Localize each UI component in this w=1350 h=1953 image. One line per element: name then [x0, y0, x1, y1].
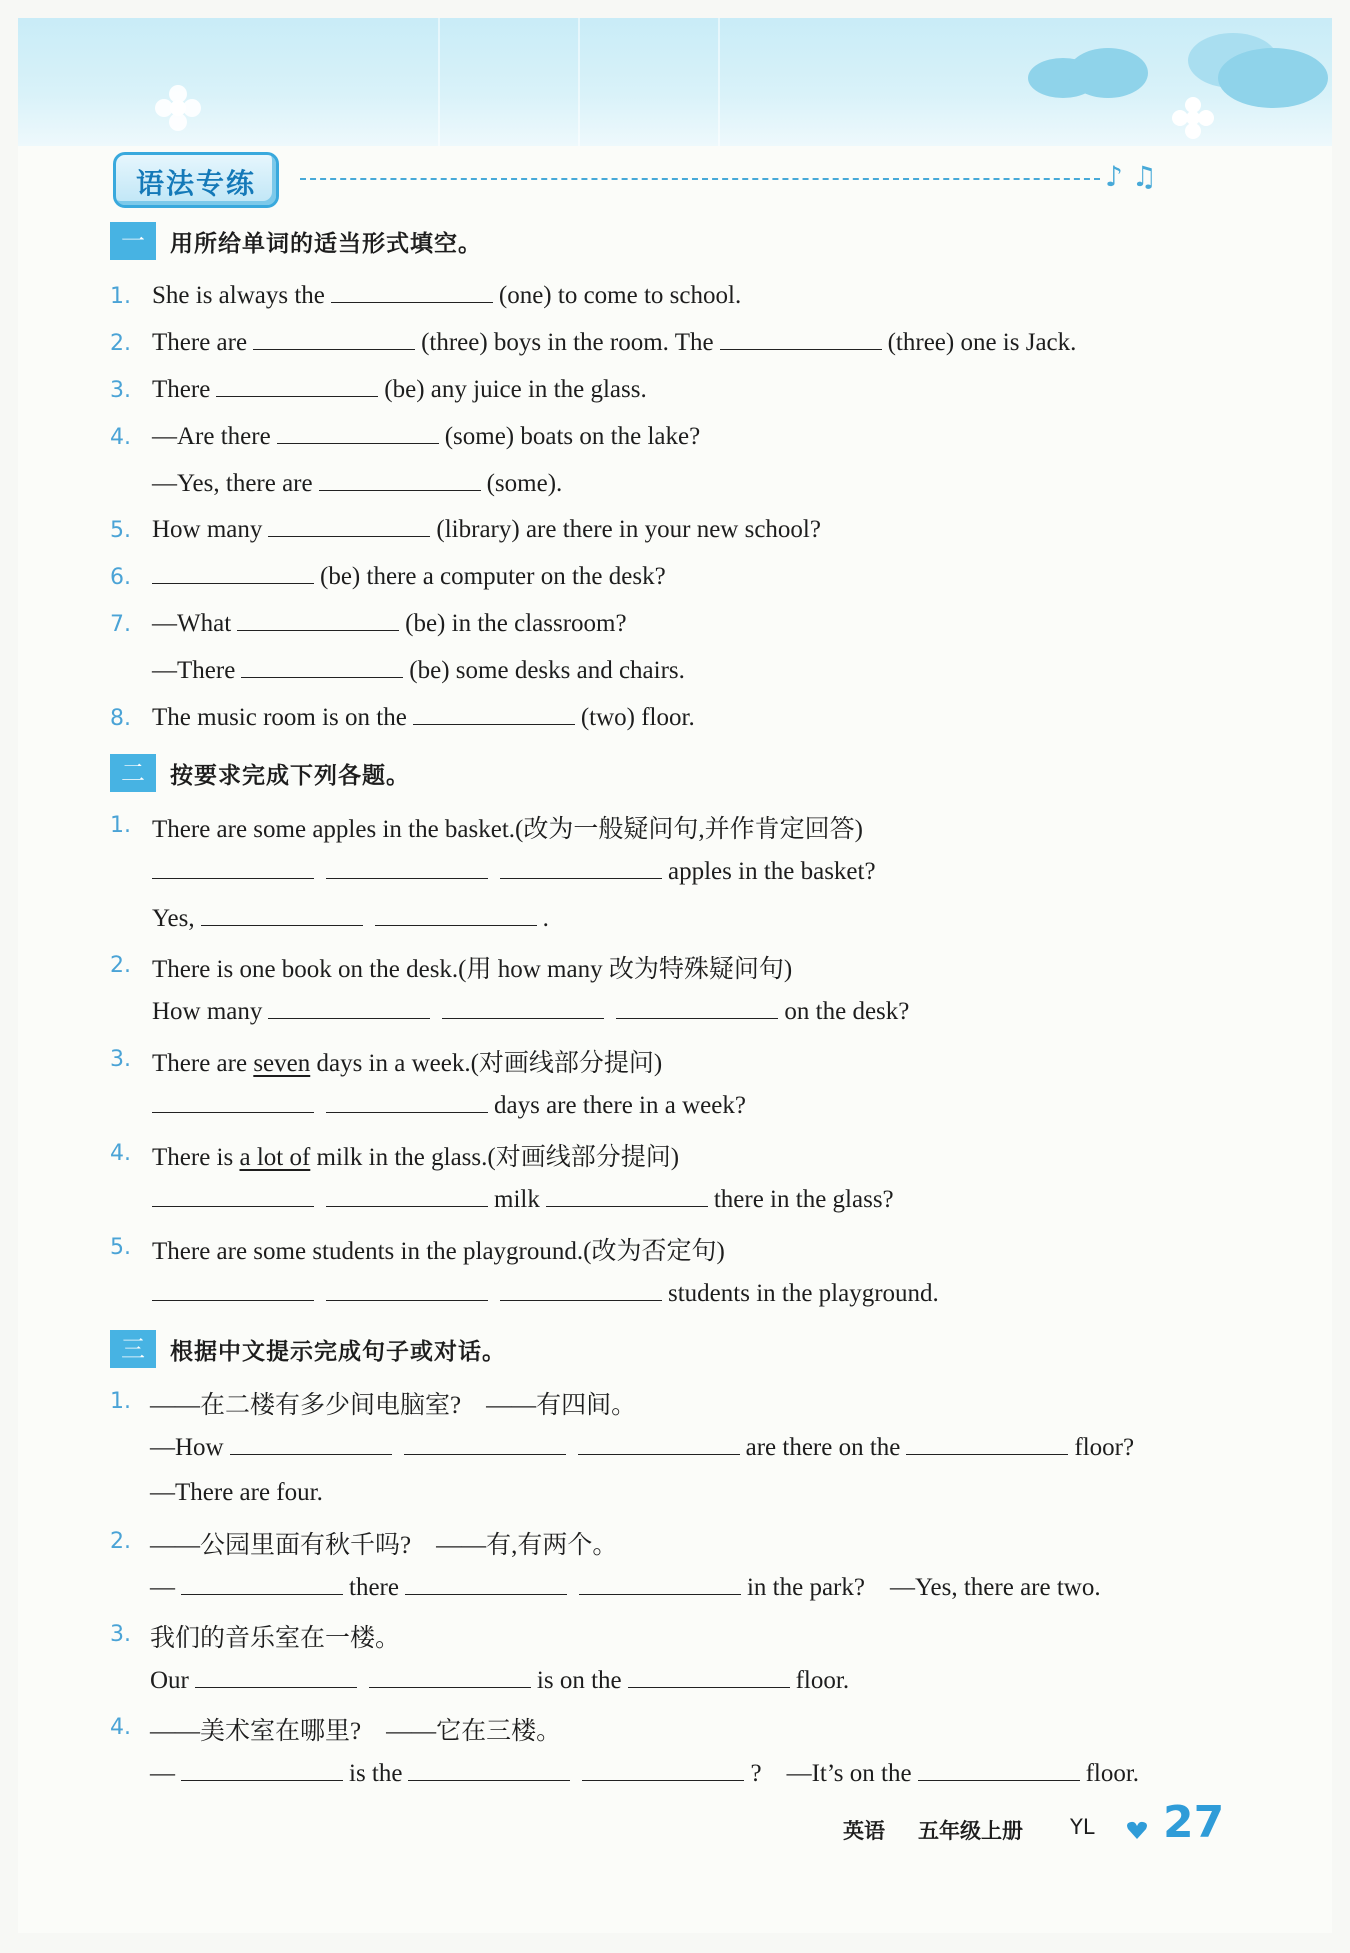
- answer-blank[interactable]: [268, 514, 430, 537]
- item-number: 3.: [110, 1622, 131, 1647]
- answer-blank[interactable]: [253, 327, 415, 350]
- footer-grade: 五年级上册: [918, 1819, 1023, 1843]
- item-number: 4.: [110, 425, 131, 450]
- item-number: 3.: [110, 1047, 131, 1072]
- item-number: 1.: [110, 813, 131, 838]
- answer-blank[interactable]: [579, 1572, 741, 1595]
- answer-line: Yes, .: [152, 905, 549, 932]
- item-number: 8.: [110, 706, 131, 731]
- question-line: There are (three) boys in the room. The (three) one is Jack.: [152, 329, 1077, 356]
- answer-blank[interactable]: [152, 856, 314, 879]
- question-line: There are some students in the playground.(改为否定句): [152, 1238, 725, 1265]
- section-number: 一: [110, 222, 156, 260]
- answer-blank[interactable]: [616, 996, 778, 1019]
- answer-blank[interactable]: [230, 1432, 392, 1455]
- item-number: 5.: [110, 1235, 131, 1260]
- answer-blank[interactable]: [582, 1758, 744, 1781]
- answer-blank[interactable]: [152, 1184, 314, 1207]
- question-line: There (be) any juice in the glass.: [152, 376, 647, 403]
- music-notes-icon: ♪ ♫: [1105, 160, 1157, 193]
- answer-blank[interactable]: [405, 1572, 567, 1595]
- answer-blank[interactable]: [277, 421, 439, 444]
- answer-blank[interactable]: [152, 1278, 314, 1301]
- answer-blank[interactable]: [152, 1090, 314, 1113]
- item-number: 2.: [110, 331, 131, 356]
- question-line: How many (library) are there in your new school?: [152, 516, 821, 543]
- question-line: The music room is on the (two) floor.: [152, 704, 695, 731]
- header-banner: [18, 18, 1332, 146]
- answer-line: — there in the park? —Yes, there are two.: [150, 1574, 1101, 1601]
- item-number: 3.: [110, 378, 131, 403]
- answer-blank[interactable]: [628, 1665, 790, 1688]
- answer-blank[interactable]: [152, 561, 314, 584]
- answer-line: —Yes, there are (some).: [152, 470, 563, 497]
- chinese-prompt: ——公园里面有秋千吗? ——有,有两个。: [150, 1532, 618, 1559]
- answer-line: students in the playground.: [146, 1278, 939, 1308]
- answer-blank[interactable]: [319, 468, 481, 491]
- answer-blank[interactable]: [408, 1758, 570, 1781]
- heart-icon: [1126, 1820, 1148, 1840]
- chinese-prompt: 我们的音乐室在一楼。: [150, 1625, 401, 1652]
- answer-blank[interactable]: [326, 856, 488, 879]
- dashed-divider: [300, 178, 1100, 180]
- item-number: 1.: [110, 1389, 131, 1414]
- answer-line: How many on the desk?: [152, 998, 910, 1025]
- answer-line: — is the ? —It’s on the floor.: [150, 1760, 1140, 1787]
- answer-blank[interactable]: [195, 1665, 357, 1688]
- section-title: 按要求完成下列各题。: [170, 763, 410, 789]
- answer-blank[interactable]: [181, 1758, 343, 1781]
- chinese-prompt: ——在二楼有多少间电脑室? ——有四间。: [150, 1392, 637, 1419]
- answer-line: days are there in a week?: [146, 1090, 746, 1120]
- item-number: 7.: [110, 612, 131, 637]
- answer-line: —There (be) some desks and chairs.: [152, 657, 685, 684]
- answer-line: —How are there on the floor?: [150, 1434, 1135, 1461]
- answer-blank[interactable]: [331, 280, 493, 303]
- item-number: 1.: [110, 284, 131, 309]
- answer-blank[interactable]: [375, 903, 537, 926]
- item-number: 5.: [110, 518, 131, 543]
- section-number: 二: [110, 754, 156, 792]
- answer-blank[interactable]: [326, 1278, 488, 1301]
- answer-blank[interactable]: [720, 327, 882, 350]
- page-number: 27: [1163, 1797, 1225, 1848]
- item-number: 4.: [110, 1141, 131, 1166]
- answer-blank[interactable]: [326, 1090, 488, 1113]
- underlined-phrase: a lot of: [239, 1144, 311, 1171]
- answer-blank[interactable]: [201, 903, 363, 926]
- answer-blank[interactable]: [442, 996, 604, 1019]
- answer-blank[interactable]: [181, 1572, 343, 1595]
- flower-icon: [1158, 93, 1228, 143]
- answer-blank[interactable]: [326, 1184, 488, 1207]
- answer-blank[interactable]: [241, 655, 403, 678]
- answer-line: milk there in the glass?: [146, 1184, 894, 1214]
- chinese-prompt: ——美术室在哪里? ——它在三楼。: [150, 1718, 562, 1745]
- footer-subject: 英语: [843, 1819, 885, 1843]
- answer-line: apples in the basket?: [146, 856, 876, 886]
- question-line: There is a lot of milk in the glass.(对画线部分提问): [152, 1144, 680, 1171]
- answer-blank[interactable]: [500, 856, 662, 879]
- answer-line: Our is on the floor.: [150, 1667, 850, 1694]
- item-number: 2.: [110, 1529, 131, 1554]
- item-number: 2.: [110, 953, 131, 978]
- item-number: 4.: [110, 1715, 131, 1740]
- question-line: There are some apples in the basket.(改为一般疑问句,并作肯定回答): [152, 816, 863, 843]
- section-tag: [113, 152, 279, 208]
- item-number: 6.: [110, 565, 131, 590]
- answer-blank[interactable]: [578, 1432, 740, 1455]
- section-title: 根据中文提示完成句子或对话。: [170, 1339, 506, 1365]
- section-tag-label: 语法专练: [135, 167, 256, 200]
- question-line: There are seven days in a week.(对画线部分提问): [152, 1050, 663, 1077]
- underlined-phrase: seven: [253, 1050, 311, 1077]
- section-title: 用所给单词的适当形式填空。: [170, 231, 482, 257]
- answer-blank[interactable]: [404, 1432, 566, 1455]
- answer-blank[interactable]: [918, 1758, 1080, 1781]
- answer-blank[interactable]: [237, 608, 399, 631]
- answer-blank[interactable]: [216, 374, 378, 397]
- answer-blank[interactable]: [413, 702, 575, 725]
- question-line: There is one book on the desk.(用 how many 改为特殊疑问句): [152, 956, 793, 983]
- question-line: —Are there (some) boats on the lake?: [152, 423, 701, 450]
- answer-line: —There are four.: [150, 1479, 323, 1506]
- answer-blank[interactable]: [369, 1665, 531, 1688]
- question-line: (be) there a computer on the desk?: [146, 561, 666, 591]
- footer-edition: YL: [1070, 1815, 1095, 1839]
- answer-blank[interactable]: [268, 996, 430, 1019]
- answer-blank[interactable]: [500, 1278, 662, 1301]
- question-line: She is always the (one) to come to school.: [152, 282, 742, 309]
- flower-icon: [148, 78, 208, 138]
- question-line: —What (be) in the classroom?: [152, 610, 627, 637]
- answer-blank[interactable]: [906, 1432, 1068, 1455]
- section-number: 三: [110, 1330, 156, 1368]
- answer-blank[interactable]: [546, 1184, 708, 1207]
